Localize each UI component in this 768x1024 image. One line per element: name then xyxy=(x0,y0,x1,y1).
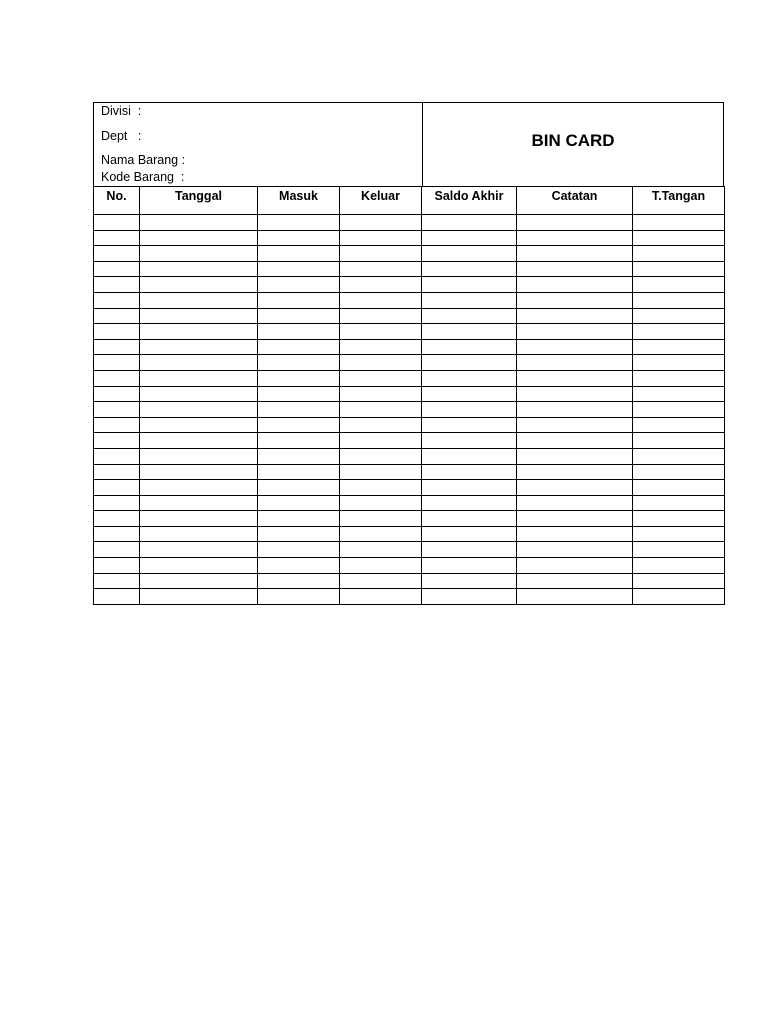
table-cell xyxy=(517,324,633,340)
table-row xyxy=(94,558,725,574)
table-cell xyxy=(340,433,422,449)
table-row xyxy=(94,370,725,386)
table-cell xyxy=(258,480,340,496)
table-cell xyxy=(517,355,633,371)
table-cell xyxy=(517,308,633,324)
table-cell xyxy=(633,324,725,340)
table-cell xyxy=(517,246,633,262)
card-header xyxy=(93,102,724,187)
table-cell xyxy=(94,495,140,511)
table-cell xyxy=(422,480,517,496)
table-cell xyxy=(140,370,258,386)
col-header-no: No. xyxy=(94,187,140,215)
table-cell xyxy=(94,308,140,324)
col-header-t-tangan: T.Tangan xyxy=(633,187,725,215)
table-cell xyxy=(94,542,140,558)
table-cell xyxy=(340,324,422,340)
table-row xyxy=(94,246,725,262)
table-row xyxy=(94,261,725,277)
table-cell xyxy=(340,573,422,589)
table-row xyxy=(94,402,725,418)
table-row xyxy=(94,495,725,511)
table-cell xyxy=(422,495,517,511)
card-title: BIN CARD xyxy=(531,130,615,150)
table-cell xyxy=(422,464,517,480)
table-cell xyxy=(258,230,340,246)
table-row xyxy=(94,386,725,402)
table-cell xyxy=(140,495,258,511)
table-cell xyxy=(258,417,340,433)
table-cell xyxy=(94,526,140,542)
col-header-keluar: Keluar xyxy=(340,187,422,215)
table-cell xyxy=(633,417,725,433)
table-cell xyxy=(94,370,140,386)
table-cell xyxy=(258,339,340,355)
table-cell xyxy=(94,355,140,371)
table-cell xyxy=(517,573,633,589)
table-cell xyxy=(633,433,725,449)
table-cell xyxy=(422,448,517,464)
col-header-catatan: Catatan xyxy=(517,187,633,215)
table-row xyxy=(94,292,725,308)
table-cell xyxy=(94,511,140,527)
table-cell xyxy=(140,417,258,433)
table-cell xyxy=(140,230,258,246)
table-cell xyxy=(140,261,258,277)
table-cell xyxy=(140,480,258,496)
table-cell xyxy=(140,464,258,480)
table-cell xyxy=(517,495,633,511)
table-cell xyxy=(94,215,140,231)
table-cell xyxy=(422,573,517,589)
table-row xyxy=(94,324,725,340)
card-title-box xyxy=(423,103,723,186)
table-cell xyxy=(258,558,340,574)
table-cell xyxy=(340,277,422,293)
bin-card-table xyxy=(93,186,725,605)
table-cell xyxy=(258,261,340,277)
table-cell xyxy=(140,526,258,542)
table-cell xyxy=(258,526,340,542)
table-cell xyxy=(140,558,258,574)
table-cell xyxy=(633,448,725,464)
table-cell xyxy=(633,246,725,262)
table-cell xyxy=(258,448,340,464)
table-cell xyxy=(633,511,725,527)
table-cell xyxy=(94,433,140,449)
table-cell xyxy=(633,526,725,542)
table-cell xyxy=(258,433,340,449)
table-cell xyxy=(422,230,517,246)
table-cell xyxy=(258,542,340,558)
col-header-saldo-akhir: Saldo Akhir xyxy=(422,187,517,215)
table-cell xyxy=(517,480,633,496)
table-cell xyxy=(340,402,422,418)
table-cell xyxy=(633,339,725,355)
table-cell xyxy=(422,433,517,449)
table-cell xyxy=(517,511,633,527)
table-cell xyxy=(94,386,140,402)
table-cell xyxy=(422,589,517,605)
table-cell xyxy=(422,339,517,355)
table-cell xyxy=(340,495,422,511)
table-cell xyxy=(340,261,422,277)
table-cell xyxy=(258,308,340,324)
table-cell xyxy=(422,526,517,542)
table-cell xyxy=(517,558,633,574)
table-cell xyxy=(633,261,725,277)
table-cell xyxy=(258,464,340,480)
table-cell xyxy=(633,589,725,605)
table-cell xyxy=(258,386,340,402)
table-cell xyxy=(140,573,258,589)
table-cell xyxy=(633,542,725,558)
table-cell xyxy=(258,215,340,231)
table-row xyxy=(94,339,725,355)
table-cell xyxy=(633,355,725,371)
table-cell xyxy=(422,417,517,433)
table-row xyxy=(94,480,725,496)
table-cell xyxy=(633,480,725,496)
table-cell xyxy=(140,324,258,340)
table-cell xyxy=(340,464,422,480)
table-cell xyxy=(633,215,725,231)
table-row xyxy=(94,417,725,433)
table-cell xyxy=(94,417,140,433)
table-cell xyxy=(517,589,633,605)
table-cell xyxy=(633,386,725,402)
table-row xyxy=(94,448,725,464)
table-cell xyxy=(422,542,517,558)
col-header-masuk: Masuk xyxy=(258,187,340,215)
table-cell xyxy=(517,215,633,231)
table-cell xyxy=(140,246,258,262)
table-cell xyxy=(140,386,258,402)
table-cell xyxy=(422,292,517,308)
table-cell xyxy=(140,448,258,464)
table-cell xyxy=(140,402,258,418)
table-row xyxy=(94,589,725,605)
table-cell xyxy=(422,277,517,293)
table-cell xyxy=(340,246,422,262)
table-cell xyxy=(94,573,140,589)
table-cell xyxy=(633,308,725,324)
table-cell xyxy=(258,277,340,293)
col-header-tanggal: Tanggal xyxy=(140,187,258,215)
table-row xyxy=(94,464,725,480)
table-cell xyxy=(94,339,140,355)
table-cell xyxy=(94,464,140,480)
table-cell xyxy=(633,230,725,246)
table-cell xyxy=(94,558,140,574)
table-cell xyxy=(140,292,258,308)
table-cell xyxy=(140,355,258,371)
table-cell xyxy=(340,230,422,246)
table-cell xyxy=(258,292,340,308)
table-header-row xyxy=(94,187,725,215)
table-cell xyxy=(340,417,422,433)
table-cell xyxy=(340,370,422,386)
table-cell xyxy=(94,277,140,293)
table-cell xyxy=(94,589,140,605)
table-row xyxy=(94,542,725,558)
table-cell xyxy=(140,433,258,449)
table-cell xyxy=(517,464,633,480)
table-cell xyxy=(258,402,340,418)
table-cell xyxy=(422,246,517,262)
table-row xyxy=(94,511,725,527)
table-cell xyxy=(517,339,633,355)
table-cell xyxy=(258,573,340,589)
table-cell xyxy=(422,308,517,324)
table-cell xyxy=(633,370,725,386)
field-nama-barang: Nama Barang : xyxy=(101,153,186,167)
table-cell xyxy=(258,355,340,371)
table-cell xyxy=(422,370,517,386)
table-cell xyxy=(340,542,422,558)
table-cell xyxy=(633,292,725,308)
table-cell xyxy=(633,573,725,589)
table-cell xyxy=(140,215,258,231)
table-cell xyxy=(340,480,422,496)
field-dept: Dept : xyxy=(101,129,142,143)
table-cell xyxy=(94,448,140,464)
table-cell xyxy=(517,370,633,386)
table-cell xyxy=(340,448,422,464)
table-cell xyxy=(517,292,633,308)
field-divisi: Divisi : xyxy=(101,104,142,118)
table-cell xyxy=(340,589,422,605)
table-body xyxy=(94,215,725,605)
table-cell xyxy=(340,292,422,308)
table-row xyxy=(94,433,725,449)
table-cell xyxy=(517,542,633,558)
field-kode-barang: Kode Barang : xyxy=(101,170,185,184)
table-cell xyxy=(517,277,633,293)
table-row xyxy=(94,277,725,293)
table-cell xyxy=(633,402,725,418)
table-cell xyxy=(633,558,725,574)
table-cell xyxy=(422,558,517,574)
table-cell xyxy=(633,464,725,480)
bin-card xyxy=(93,102,724,605)
table-cell xyxy=(340,526,422,542)
table-cell xyxy=(517,526,633,542)
table-cell xyxy=(94,261,140,277)
table-cell xyxy=(517,386,633,402)
table-row xyxy=(94,215,725,231)
table-cell xyxy=(340,215,422,231)
table-row xyxy=(94,308,725,324)
table-cell xyxy=(340,355,422,371)
table-cell xyxy=(633,495,725,511)
table-cell xyxy=(340,558,422,574)
table-row xyxy=(94,573,725,589)
table-cell xyxy=(517,433,633,449)
table-cell xyxy=(94,324,140,340)
table-cell xyxy=(140,589,258,605)
table-cell xyxy=(422,511,517,527)
table-cell xyxy=(422,261,517,277)
table-cell xyxy=(140,308,258,324)
table-cell xyxy=(422,355,517,371)
table-cell xyxy=(94,292,140,308)
table-cell xyxy=(517,261,633,277)
table-cell xyxy=(258,511,340,527)
table-cell xyxy=(258,246,340,262)
table-cell xyxy=(258,324,340,340)
table-cell xyxy=(340,308,422,324)
table-cell xyxy=(94,246,140,262)
table-row xyxy=(94,526,725,542)
table-cell xyxy=(633,277,725,293)
table-cell xyxy=(422,386,517,402)
table-row xyxy=(94,230,725,246)
table-cell xyxy=(94,402,140,418)
table-cell xyxy=(94,480,140,496)
table-cell xyxy=(517,230,633,246)
card-info-fields xyxy=(94,103,423,186)
table-cell xyxy=(258,370,340,386)
table-row xyxy=(94,355,725,371)
table-cell xyxy=(517,417,633,433)
table-cell xyxy=(140,277,258,293)
table-cell xyxy=(258,589,340,605)
table-cell xyxy=(140,511,258,527)
table-cell xyxy=(517,402,633,418)
table-cell xyxy=(340,511,422,527)
table-cell xyxy=(422,215,517,231)
table-cell xyxy=(140,339,258,355)
table-cell xyxy=(517,448,633,464)
table-cell xyxy=(340,386,422,402)
table-cell xyxy=(422,402,517,418)
table-cell xyxy=(140,542,258,558)
table-cell xyxy=(258,495,340,511)
table-cell xyxy=(94,230,140,246)
table-cell xyxy=(422,324,517,340)
table-cell xyxy=(340,339,422,355)
